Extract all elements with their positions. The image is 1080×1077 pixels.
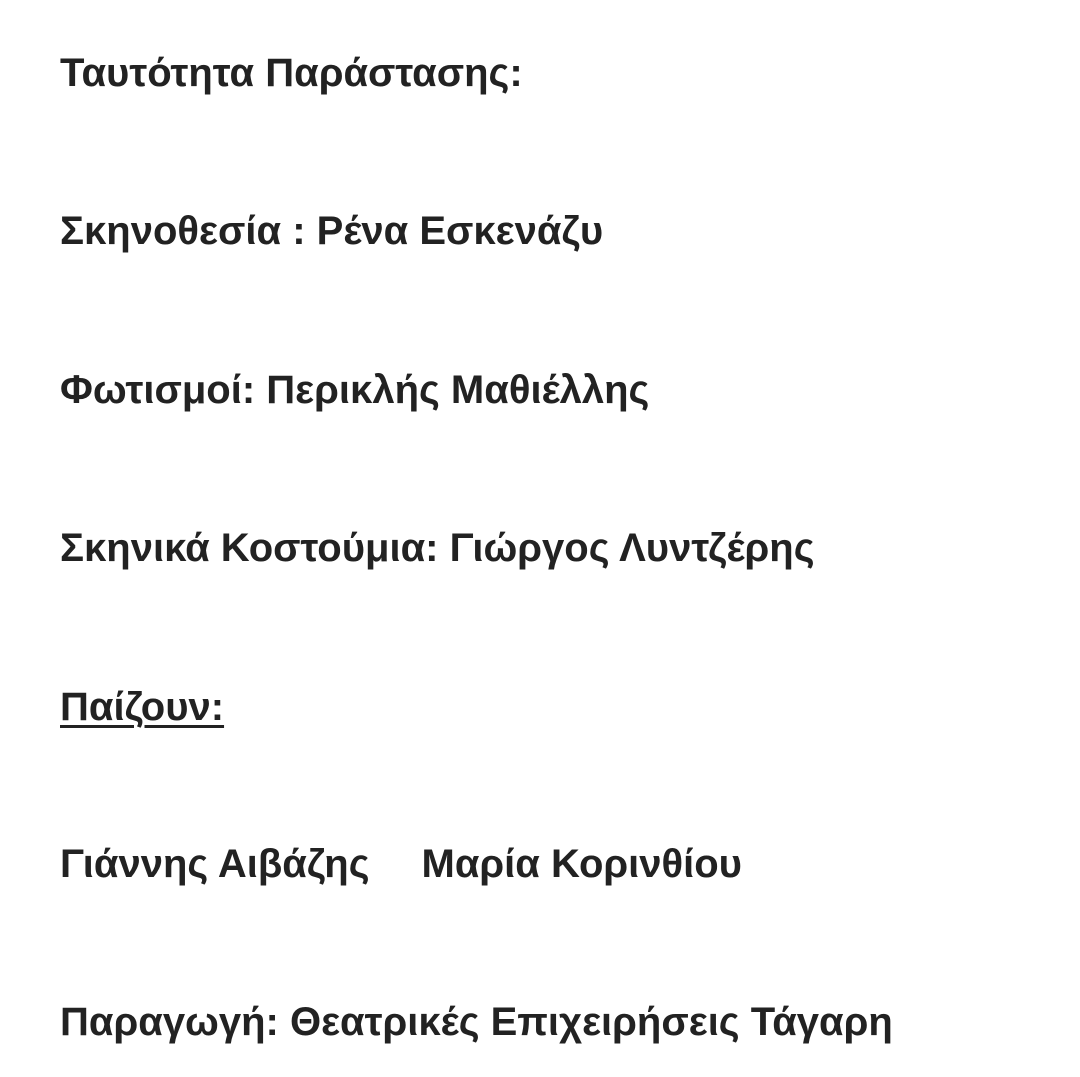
cast-member: Μαρία Κορινθίου	[421, 842, 742, 886]
direction-credit: Σκηνοθεσία : Ρένα Εσκενάζυ	[60, 209, 604, 253]
sets-costumes-credit: Σκηνικά Κοστούμια: Γιώργος Λυντζέρης	[60, 526, 815, 570]
credits-heading: Ταυτότητα Παράστασης:	[60, 51, 523, 95]
production-credit: Παραγωγή: Θεατρικές Επιχειρήσεις Τάγαρη	[60, 1000, 893, 1044]
cast-heading: Παίζουν:	[60, 685, 225, 729]
lighting-credit: Φωτισμοί: Περικλής Μαθιέλλης	[60, 368, 650, 412]
cast-list	[60, 840, 742, 888]
cast-member: Γιάννης Αιβάζης	[60, 842, 370, 886]
